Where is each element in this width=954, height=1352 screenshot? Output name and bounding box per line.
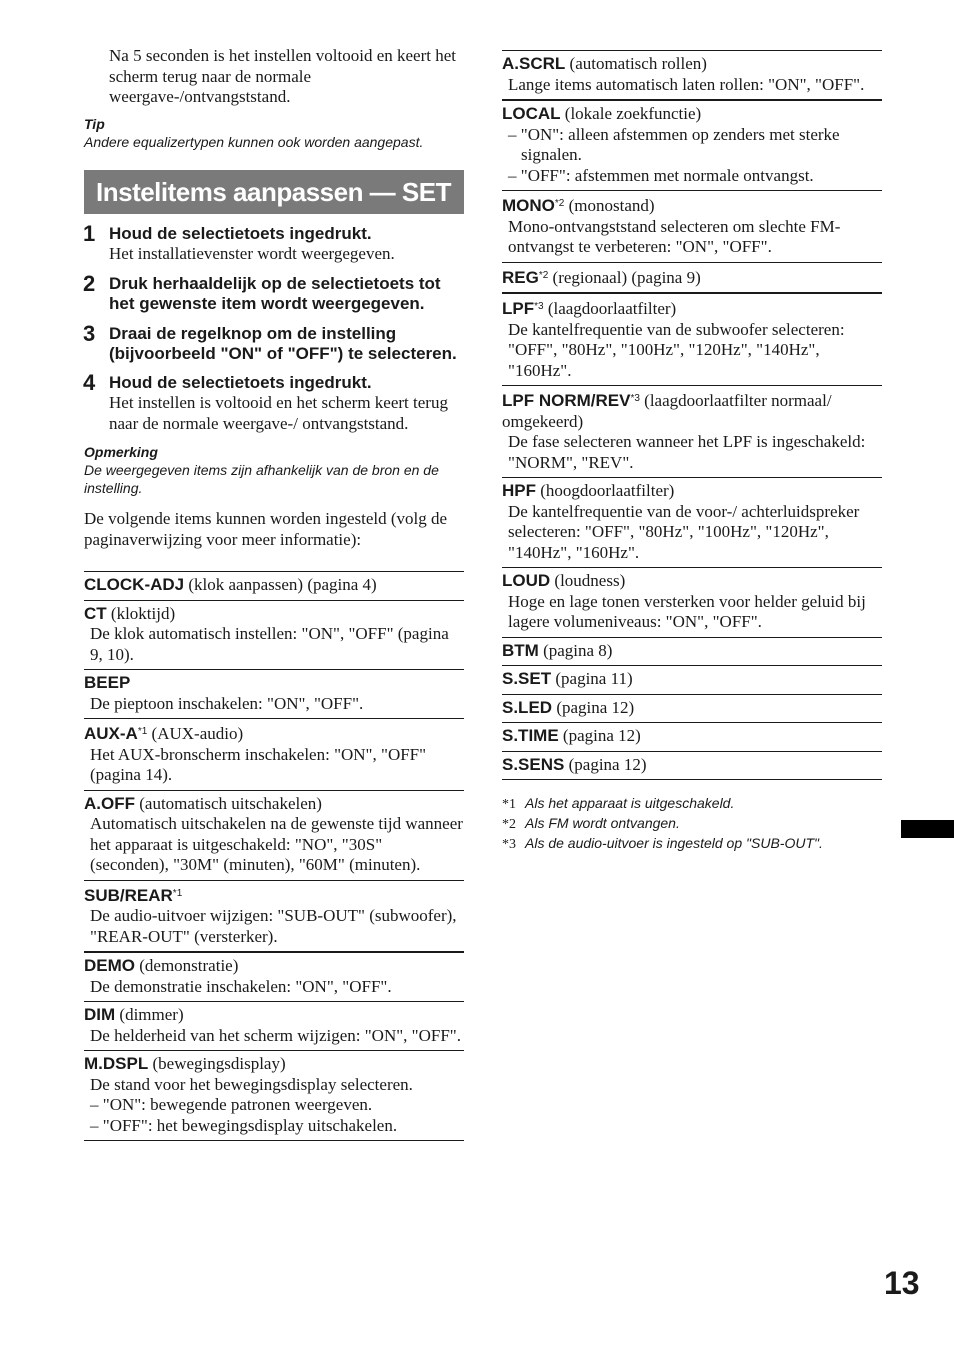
setting-term: MONO xyxy=(502,196,555,215)
setting-term: LPF xyxy=(502,299,535,318)
step-body: Het installatievenster wordt weergegeven. xyxy=(109,244,395,263)
setting-description: De kantelfrequentie van de voor-/ achterluidspreker selecteren: "OFF", "80Hz", "100Hz", "120Hz", "140Hz", "160Hz". xyxy=(508,501,860,562)
footnote-ref: *1 xyxy=(172,887,183,899)
setting-description: De stand voor het bewegingsdisplay selecteren. xyxy=(90,1074,413,1094)
setting-description: De klok automatisch instellen: "ON", "OFF" (pagina 9, 10). xyxy=(90,624,449,664)
setting-note: (monostand) xyxy=(568,196,655,215)
setting-term: HPF xyxy=(502,481,536,500)
setting-term: CLOCK-ADJ xyxy=(84,575,185,594)
step-title: Houd de selectietoets ingedrukt. xyxy=(109,372,372,392)
setting-item-m-dspl xyxy=(84,1051,464,1141)
setting-term: DEMO xyxy=(84,956,135,975)
tip-label: Tip xyxy=(84,115,105,132)
setting-note: (dimmer) xyxy=(119,1005,184,1024)
setting-term: S.LED xyxy=(502,697,553,717)
setting-item-lpf xyxy=(502,294,882,386)
setting-note: (loudness) xyxy=(554,571,626,590)
footnote-text: Als de audio-uitvoer is ingesteld op "SUB-OUT". xyxy=(525,835,823,851)
settings-table-right xyxy=(502,50,882,780)
setting-note: (klok aanpassen) (pagina 4) xyxy=(188,575,377,594)
setting-description: De fase selecteren wanneer het LPF is ingeschakeld: "NORM", "REV". xyxy=(508,432,866,472)
footnote-mark: *2 xyxy=(502,817,516,832)
setting-term: A.OFF xyxy=(84,793,135,813)
right-column xyxy=(502,0,882,854)
settings-table-left xyxy=(84,571,464,1141)
footnote-text: Als FM wordt ontvangen. xyxy=(525,815,680,831)
setting-item-loud xyxy=(502,568,882,638)
setting-note: (pagina 8) xyxy=(543,640,613,660)
note-label: Opmerking xyxy=(84,444,158,460)
step-3 xyxy=(83,320,464,365)
setting-item-s-set xyxy=(502,666,882,695)
setting-term: S.TIME xyxy=(502,726,559,745)
step-number: 1 xyxy=(83,220,96,246)
setting-description: De helderheid van het scherm wijzigen: "ON", "OFF". xyxy=(90,1025,461,1045)
setting-note: (pagina 11) xyxy=(555,669,633,688)
setting-term: AUX-A xyxy=(84,724,138,743)
footnote-ref: *1 xyxy=(137,726,148,737)
setting-description: Lange items automatisch laten rollen: "ON", "OFF". xyxy=(508,74,865,94)
setting-note: (regionaal) (pagina 9) xyxy=(552,267,701,287)
setting-term: SUB/REAR xyxy=(84,885,173,905)
setting-item-clock-adj xyxy=(84,572,464,601)
intro-text: Na 5 seconden is het instellen voltooid en keert het scherm terug naar de normale weergave-/ontvangststand. xyxy=(109,46,456,106)
setting-item-demo xyxy=(84,953,464,1002)
setting-description: De pieptoon inschakelen: "ON", "OFF". xyxy=(90,693,364,713)
setting-item-reg xyxy=(502,263,882,295)
setting-term: BTM xyxy=(502,640,539,660)
setting-note: (bewegingsdisplay) xyxy=(152,1054,286,1073)
step-title: Druk herhaaldelijk op de selectietoets tot het gewenste item wordt weergegeven. xyxy=(109,273,441,313)
step-2 xyxy=(83,270,464,315)
setting-term: M.DSPL xyxy=(84,1054,149,1073)
footnote xyxy=(502,794,882,814)
steps-list xyxy=(83,220,464,435)
setting-note: (pagina 12) xyxy=(568,754,647,774)
setting-option: – "ON": bewegende patronen weergeven. xyxy=(90,1095,373,1114)
setting-item-dim xyxy=(84,1002,464,1051)
setting-term: LPF NORM/REV xyxy=(502,391,631,410)
setting-note: (AUX-audio) xyxy=(151,724,244,743)
setting-item-s-time xyxy=(502,723,882,752)
setting-term: LOCAL xyxy=(502,104,561,123)
setting-note: (pagina 12) xyxy=(562,726,641,745)
setting-item-s-sens xyxy=(502,752,882,781)
step-title: Houd de selectietoets ingedrukt. xyxy=(109,223,372,243)
setting-item-local xyxy=(502,101,882,191)
left-column xyxy=(84,0,464,1141)
setting-item-hpf xyxy=(502,478,882,568)
step-number: 3 xyxy=(83,320,96,346)
setting-option: – "ON": alleen afstemmen op zenders met sterke signalen. xyxy=(508,124,840,164)
footnote-mark: *1 xyxy=(502,797,516,812)
setting-note: (kloktijd) xyxy=(110,603,176,623)
note-text: De weergegeven items zijn afhankelijk van de bron en de instelling. xyxy=(84,462,439,496)
setting-note: (laagdoorlaatfilter) xyxy=(547,299,677,318)
footnotes xyxy=(502,794,882,854)
setting-description: De kantelfrequentie van de subwoofer selecteren: "OFF", "80Hz", "100Hz", "120Hz", "140Hz", "160Hz". xyxy=(508,319,845,380)
footnote-ref: *3 xyxy=(630,393,640,404)
footnote-ref: *2 xyxy=(554,198,565,209)
setting-item-aux-a xyxy=(84,719,464,791)
setting-term: S.SET xyxy=(502,669,552,688)
setting-note: (automatisch uitschakelen) xyxy=(139,793,322,813)
setting-note: (laagdoorlaatfilter normaal/ omgekeerd) xyxy=(502,391,832,431)
setting-description: Automatisch uitschakelen na de gewenste tijd wanneer het apparaat is uitgeschakeld: "NO", "30S" (seconden), "30M" (minuten), "60M" (minuten). xyxy=(90,814,463,874)
setting-note: (hoogdoorlaatfilter) xyxy=(540,481,675,500)
footnote xyxy=(502,834,882,854)
setting-item-btm xyxy=(502,638,882,667)
setting-option: – "OFF": het bewegingsdisplay uitschakelen. xyxy=(90,1115,398,1135)
footnote xyxy=(502,814,882,834)
setting-note: (pagina 12) xyxy=(556,697,635,717)
setting-item-ct xyxy=(84,601,464,671)
setting-option: – "OFF": afstemmen met normale ontvangst. xyxy=(508,165,814,185)
setting-term: DIM xyxy=(84,1005,116,1024)
step-title: Draai de regelknop om de instelling (bijvoorbeeld "ON" of "OFF") te selecteren. xyxy=(109,323,457,363)
page-number: 13 xyxy=(884,1265,920,1301)
setting-item-beep xyxy=(84,670,464,719)
following-text: De volgende items kunnen worden ingesteld (volg de paginaverwijzing voor meer informatie): xyxy=(84,509,448,549)
setting-term: CT xyxy=(84,603,107,623)
step-4 xyxy=(83,369,464,435)
setting-term: REG xyxy=(502,267,539,287)
setting-description: Het AUX-bronscherm inschakelen: "ON", "OFF" (pagina 14). xyxy=(90,744,427,784)
footnote-text: Als het apparaat is uitgeschakeld. xyxy=(525,795,735,811)
step-body: Het instellen is voltooid en het scherm keert terug naar de normale weergave-/ ontvangststand. xyxy=(109,393,448,433)
setting-term: A.SCRL xyxy=(502,54,566,73)
footnote-mark: *3 xyxy=(502,837,516,852)
tip-text: Andere equalizertypen kunnen ook worden aangepast. xyxy=(84,133,424,150)
setting-term: BEEP xyxy=(84,673,131,692)
setting-item-lpf-norm-rev xyxy=(502,386,882,478)
footnote-ref: *3 xyxy=(534,301,544,312)
setting-item-mono xyxy=(502,191,882,263)
section-title: Instelitems aanpassen — SET xyxy=(84,170,464,214)
setting-description: De demonstratie inschakelen: "ON", "OFF". xyxy=(90,976,392,996)
setting-term: S.SENS xyxy=(502,754,565,774)
step-number: 4 xyxy=(83,369,96,395)
setting-item-a-off xyxy=(84,791,464,881)
setting-item-a-scrl xyxy=(502,51,882,101)
step-number: 2 xyxy=(83,270,96,296)
setting-term: LOUD xyxy=(502,571,551,590)
step-1 xyxy=(83,220,464,265)
setting-description: De audio-uitvoer wijzigen: "SUB-OUT" (subwoofer), "REAR-OUT" (versterker). xyxy=(90,906,457,946)
setting-description: Mono-ontvangststand selecteren om slechte FM-ontvangst te verbeteren: "ON", "OFF". xyxy=(508,216,841,256)
setting-note: (automatisch rollen) xyxy=(569,54,707,73)
setting-note: (demonstratie) xyxy=(139,956,239,975)
setting-note: (lokale zoekfunctie) xyxy=(564,104,702,123)
setting-description: Hoge en lage tonen versterken voor helder geluid bij lagere volumeniveaus: "ON", "OFF". xyxy=(508,591,866,631)
setting-item-sub-rear xyxy=(84,881,464,954)
setting-item-s-led xyxy=(502,695,882,724)
page-tab-marker xyxy=(901,820,954,838)
footnote-ref: *2 xyxy=(538,269,549,281)
